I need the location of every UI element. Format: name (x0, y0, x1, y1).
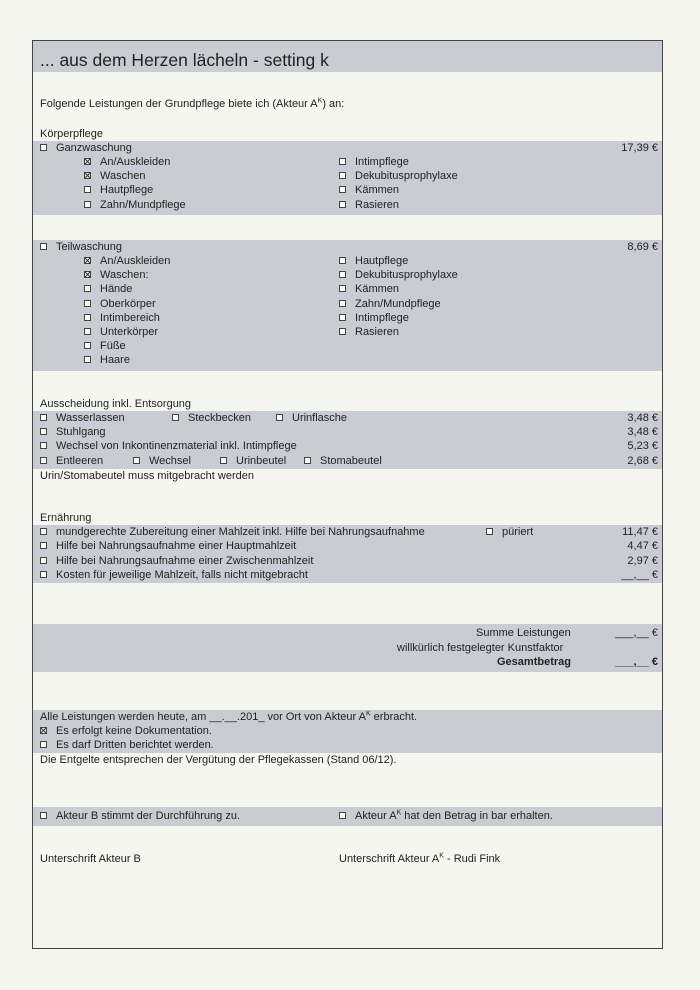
entleeren-price: 2,68 € (627, 455, 658, 467)
checkbox-option[interactable] (84, 268, 149, 282)
wasserlassen-option[interactable]: Wasserlassen (40, 411, 125, 425)
checkbox[interactable] (339, 172, 346, 179)
urinflasche-checkbox[interactable] (276, 414, 283, 421)
wechsel-checkbox[interactable] (133, 457, 140, 464)
steckbecken-checkbox[interactable] (172, 414, 179, 421)
keine-dokumentation-checkbox[interactable] (40, 727, 47, 734)
checkbox-option[interactable] (339, 183, 399, 197)
inkontinenz-checkbox[interactable] (40, 442, 47, 449)
teilwaschung-checkbox[interactable] (40, 243, 47, 250)
ganzwaschung-checkbox[interactable] (40, 144, 47, 151)
intro-text: Folgende Leistungen der Grundpflege biete ich (Akteur $A^K$) an: (40, 97, 345, 110)
inkontinenz-price: 5,23 € (627, 440, 658, 452)
checkbox[interactable] (339, 186, 346, 193)
checkbox-option[interactable] (84, 339, 126, 353)
checkbox[interactable] (339, 314, 346, 321)
checkbox[interactable] (84, 186, 91, 193)
checkbox[interactable] (339, 328, 346, 335)
checkbox-option[interactable] (84, 282, 132, 296)
keine-dokumentation-option[interactable]: Es erfolgt keine Dokumentation. (40, 724, 212, 738)
checkbox-option[interactable] (339, 325, 399, 339)
checkbox-option[interactable] (84, 325, 158, 339)
checkbox[interactable] (339, 158, 346, 165)
ernaehrung-price: __,__ € (621, 568, 658, 581)
ernaehrung-price: 11,47 € (622, 526, 658, 538)
checkbox-label: Zahn/Mundpflege (355, 297, 441, 310)
dritten-berichten-checkbox[interactable] (40, 741, 47, 748)
ernaehrung-option[interactable] (40, 539, 296, 553)
pueriert-checkbox[interactable] (486, 528, 493, 535)
checkbox-option[interactable] (339, 254, 408, 268)
checkbox-label: Haare (100, 354, 130, 367)
checkbox-label: Intimpflege (355, 311, 409, 324)
checkbox[interactable] (339, 300, 346, 307)
akteur-a-erhalten[interactable]: Akteur $A^K$ hat den Betrag in bar erhalten. (339, 809, 553, 823)
akteur-b-zustimmung[interactable]: Akteur B stimmt der Durchführung zu. (40, 809, 240, 823)
ernaehrung-option[interactable] (40, 568, 308, 582)
checkbox[interactable] (84, 300, 91, 307)
urinbeutel-option[interactable]: Urinbeutel (220, 454, 286, 468)
checkbox-label: Dekubitusprophylaxe (355, 170, 458, 183)
ernaehrung-label: Hilfe bei Nahrungsaufnahme einer Zwischenmahlzeit (56, 554, 314, 567)
checkbox-option[interactable] (84, 155, 170, 169)
stuhlgang-price: 3,48 € (627, 426, 658, 438)
checkbox-label: Rasieren (355, 198, 400, 211)
gesamtbetrag-value: ___,__ € (615, 656, 658, 668)
stomabeutel-checkbox[interactable] (304, 457, 311, 464)
inkontinenz-option[interactable]: Wechsel von Inkontinenzmaterial inkl. Intimpflege (40, 439, 297, 453)
ausscheidung-heading: Ausscheidung inkl. Entsorgung (40, 398, 192, 410)
pueriert-option[interactable]: püriert (486, 525, 533, 539)
unterschrift-b: Unterschrift Akteur B (40, 853, 141, 865)
checkbox-option[interactable] (339, 282, 399, 296)
ganzwaschung-option[interactable]: Ganzwaschung (40, 141, 132, 155)
checkbox[interactable] (84, 158, 91, 165)
checkbox[interactable] (40, 557, 47, 564)
ernaehrung-label: mundgerechte Zubereitung einer Mahlzeit inkl. Hilfe bei Nahrungsaufnahme (56, 526, 425, 538)
ernaehrung-heading: Ernährung (40, 512, 92, 524)
checkbox-label: Füße (100, 340, 126, 353)
checkbox[interactable] (84, 257, 91, 264)
checkbox[interactable] (40, 528, 47, 535)
checkbox-option[interactable] (339, 198, 399, 212)
teilwaschung-option[interactable]: Teilwaschung (40, 240, 122, 254)
checkbox-label: Waschen (100, 170, 146, 183)
datum-zeile: Alle Leistungen werden heute, am __.__.201_ vor Ort von Akteur $A^K$ erbracht. (40, 710, 418, 723)
checkbox-option[interactable] (339, 268, 458, 282)
checkbox[interactable] (339, 257, 346, 264)
checkbox-label: Hände (100, 283, 133, 296)
checkbox-option[interactable] (84, 297, 156, 311)
checkbox[interactable] (339, 201, 346, 208)
wasserlassen-price: 3,48 € (627, 412, 658, 424)
checkbox[interactable] (84, 172, 91, 179)
checkbox-option[interactable] (84, 198, 186, 212)
checkbox[interactable] (40, 571, 47, 578)
wasserlassen-checkbox[interactable] (40, 414, 47, 421)
ganzwaschung-price: 17,39 € (621, 142, 658, 154)
checkbox-option[interactable] (84, 183, 153, 197)
urinflasche-option[interactable]: Urinflasche (276, 411, 347, 425)
summe-label: Summe Leistungen (476, 627, 571, 639)
checkbox-label: An/Auskleiden (100, 156, 171, 168)
checkbox[interactable] (84, 342, 91, 349)
summe-value: ___,__ € (615, 627, 658, 639)
checkbox[interactable] (84, 201, 91, 208)
ernaehrung-option[interactable] (40, 554, 313, 568)
checkbox-option[interactable] (339, 169, 458, 183)
checkbox-label: Intimpflege (355, 156, 409, 168)
checkbox-label: Zahn/Mundpflege (100, 198, 186, 211)
dritten-berichten-option[interactable]: Es darf Dritten berichtet werden. (40, 738, 214, 752)
checkbox-option[interactable] (84, 169, 145, 183)
ernaehrung-option[interactable] (40, 525, 425, 539)
stuhlgang-checkbox[interactable] (40, 428, 47, 435)
stuhlgang-option[interactable]: Stuhlgang (40, 425, 106, 439)
checkbox[interactable] (339, 271, 346, 278)
ernaehrung-label: Kosten für jeweilige Mahlzeit, falls nicht mitgebracht (56, 568, 308, 581)
checkbox-option[interactable] (339, 297, 441, 311)
checkbox-label: Dekubitusprophylaxe (355, 269, 458, 282)
stomabeutel-option[interactable]: Stomabeutel (304, 454, 382, 468)
ausscheidung-note: Urin/Stomabeutel muss mitgebracht werden (40, 470, 254, 482)
ernaehrung-price: 2,97 € (627, 554, 658, 567)
checkbox-option[interactable] (84, 311, 160, 325)
checkbox-label: An/Auskleiden (100, 255, 171, 267)
steckbecken-option[interactable]: Steckbecken (172, 411, 251, 425)
checkbox[interactable] (40, 542, 47, 549)
gesamtbetrag-label: Gesamtbetrag (497, 656, 571, 668)
checkbox[interactable] (84, 314, 91, 321)
checkbox[interactable] (84, 285, 91, 292)
checkbox-label: Hautpflege (100, 184, 154, 197)
checkbox[interactable] (84, 356, 91, 363)
entleeren-option[interactable]: Entleeren (40, 454, 103, 468)
checkbox[interactable] (84, 328, 91, 335)
checkbox-label: Oberkörper (100, 297, 156, 310)
checkbox-label: Rasieren (355, 326, 400, 338)
teilwaschung-price: 8,69 € (627, 241, 658, 253)
entgelte-text: Die Entgelte entsprechen der Vergütung der Pflegekassen (Stand 06/12). (40, 754, 397, 766)
checkbox-option[interactable] (84, 254, 170, 268)
akteur-b-zustimmung-checkbox[interactable] (40, 812, 47, 819)
checkbox-label: Hautpflege (355, 255, 409, 267)
akteur-a-erhalten-checkbox[interactable] (339, 812, 346, 819)
kunstfaktor-label: willkürlich festgelegter Kunstfaktor (397, 642, 564, 654)
checkbox-label: Waschen: (100, 269, 149, 282)
wechsel-option[interactable]: Wechsel (133, 454, 191, 468)
checkbox-label: Kämmen (355, 283, 400, 296)
checkbox-label: Intimbereich (100, 311, 160, 324)
page-title: ... aus dem Herzen lächeln - setting k (40, 50, 329, 70)
unterschrift-a: Unterschrift Akteur $A^K$ - Rudi Fink (339, 852, 501, 865)
ernaehrung-label: Hilfe bei Nahrungsaufnahme einer Hauptmahlzeit (56, 540, 297, 553)
checkbox[interactable] (84, 271, 91, 278)
checkbox-label: Unterkörper (100, 326, 159, 338)
checkbox-option[interactable] (84, 353, 130, 367)
urinbeutel-checkbox[interactable] (220, 457, 227, 464)
checkbox-option[interactable] (339, 155, 409, 169)
checkbox[interactable] (339, 285, 346, 292)
ernaehrung-price: 4,47 € (627, 540, 658, 553)
koerperpflege-heading: Körperpflege (40, 128, 103, 140)
checkbox-label: Kämmen (355, 184, 400, 197)
entleeren-checkbox[interactable] (40, 457, 47, 464)
checkbox-option[interactable] (339, 311, 409, 325)
